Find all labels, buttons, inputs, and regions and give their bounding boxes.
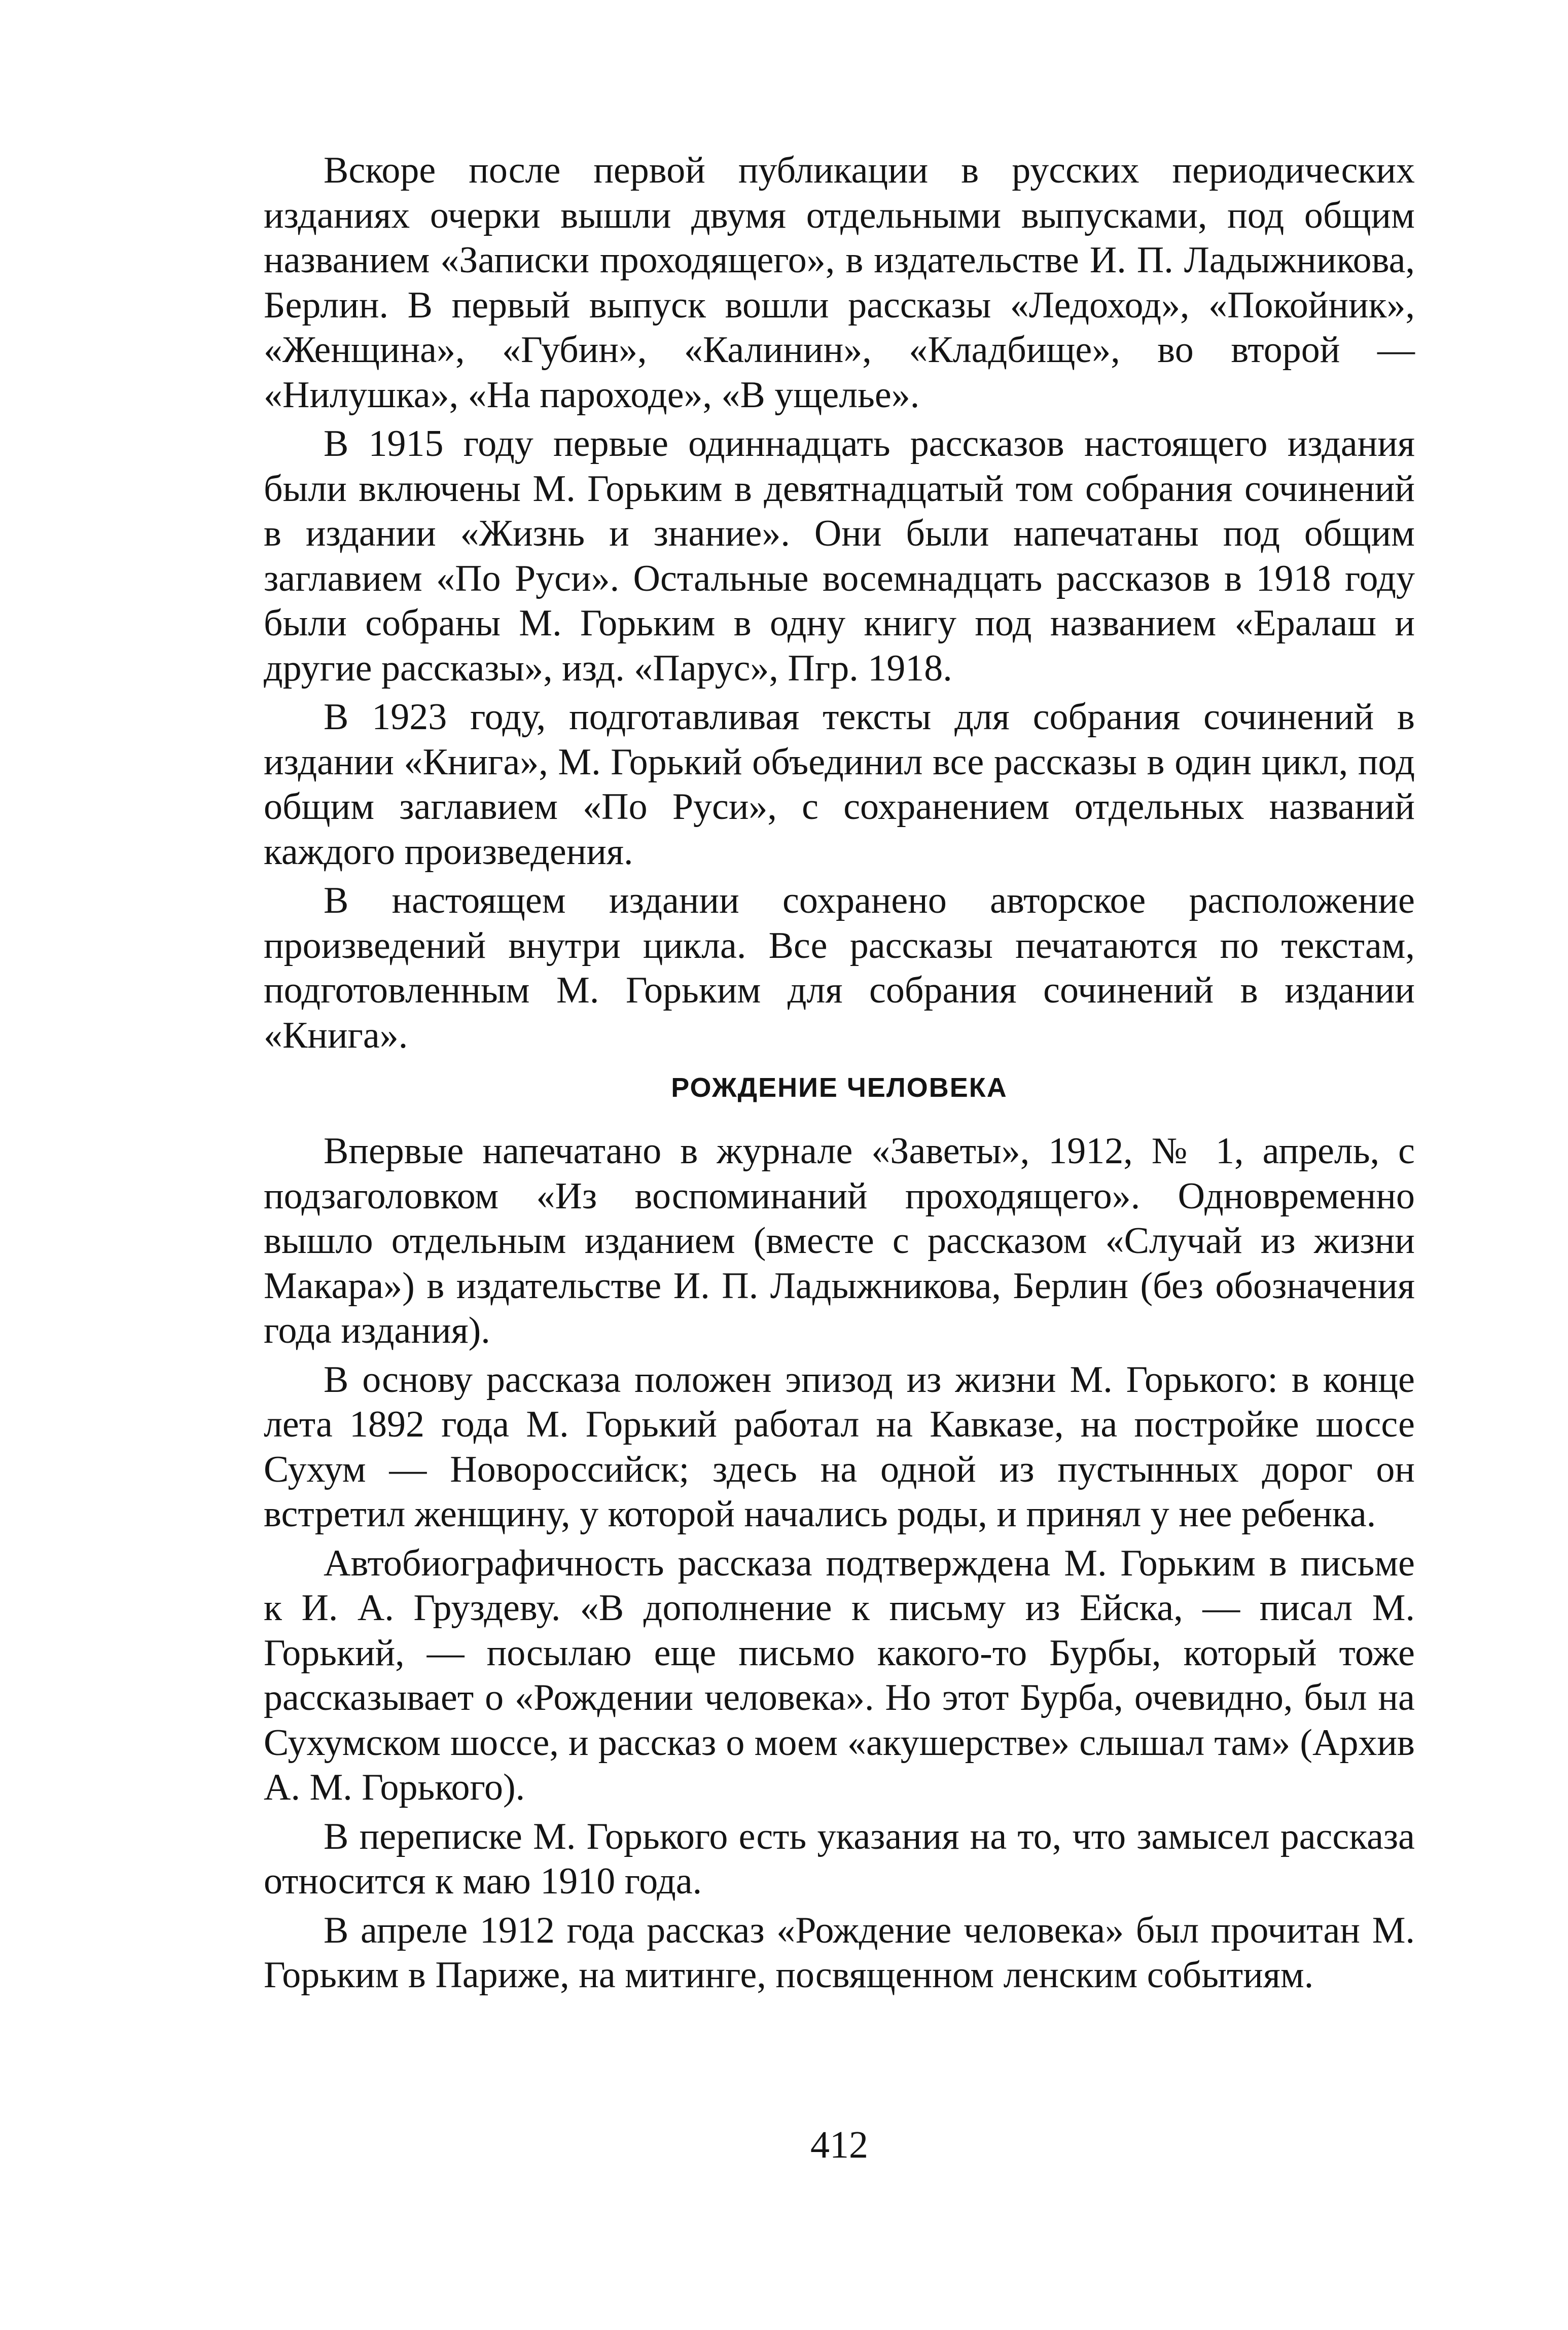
section-notes xyxy=(264,1129,1415,2002)
paragraph: В апреле 1912 года рассказ «Рождение человека» был прочитан М. Горьким в Париже, на митинге, посвященном ленским событиям. xyxy=(264,1909,1415,1996)
paragraph: В переписке М. Горького есть указания на то, что замысел рассказа относится к маю 1910 года. xyxy=(264,1815,1415,1902)
section-heading: РОЖДЕНИЕ ЧЕЛОВЕКА xyxy=(671,1072,1008,1103)
paragraph: В настоящем издании сохранено авторское расположение произведений внутри цикла. Все рассказы печатаются по текстам, подготовленным М. Горьким для собрания сочинений в издании «Книга». xyxy=(264,880,1415,1056)
paragraph: В 1915 году первые одиннадцать рассказов настоящего издания были включены М. Горьким в девятнадцатый том собрания сочинений в издании «Жизнь и знание». Они были напечатаны под общим заглавием «По Руси». Остальные восемнадцать рассказов в 1918 году были собраны М. Горьким в одну книгу под названием «Ералаш и другие рассказы», изд. «Парус», Пгр. 1918. xyxy=(264,423,1415,689)
paragraph: В основу рассказа положен эпизод из жизни М. Горького: в конце лета 1892 года М. Горький работал на Кавказе, на постройке шоссе Сухум — Новороссийск; здесь на одной из пустынных дорог он встретил женщину, у которой начались роды, и принял у нее ребенка. xyxy=(264,1358,1415,1535)
page-number: 412 xyxy=(810,2124,868,2166)
paragraph: В 1923 году, подготавливая тексты для собрания сочинений в издании «Книга», М. Горький объединил все рассказы в один цикл, под общим заглавием «По Руси», с сохранением отдельных названий каждого произведения. xyxy=(264,696,1415,873)
paragraph: Вскоре после первой публикации в русских периодических изданиях очерки вышли двумя отдельными выпусками, под общим названием «Записки проходящего», в издательстве И. П. Ладыжникова, Берлин. В первый выпуск вошли рассказы «Ледоход», «Покойник», «Женщина», «Губин», «Калинин», «Кладбище», во второй — «Нилушка», «На пароходе», «В ущелье». xyxy=(264,150,1415,416)
paragraph: Автобиографичность рассказа подтверждена М. Горьким в письме к И. А. Груздеву. «В дополнение к письму из Ейска, — писал М. Горький, — посылаю еще письмо какого-то Бурбы, который тоже рассказывает о «Рождении человека». Но этот Бурба, очевидно, был на Сухумском шоссе, и рассказ о моем «акушерстве» слышал там» (Архив А. М. Горького). xyxy=(264,1542,1415,1808)
paragraph: Впервые напечатано в журнале «Заветы», 1912, № 1, апрель, с подзаголовком «Из воспоминаний проходящего». Одновременно вышло отдельным изданием (вместе с рассказом «Случай из жизни Макара») в издательстве И. П. Ладыжникова, Берлин (без обозначения года издания). xyxy=(264,1130,1415,1351)
intro-notes xyxy=(264,148,1415,1062)
